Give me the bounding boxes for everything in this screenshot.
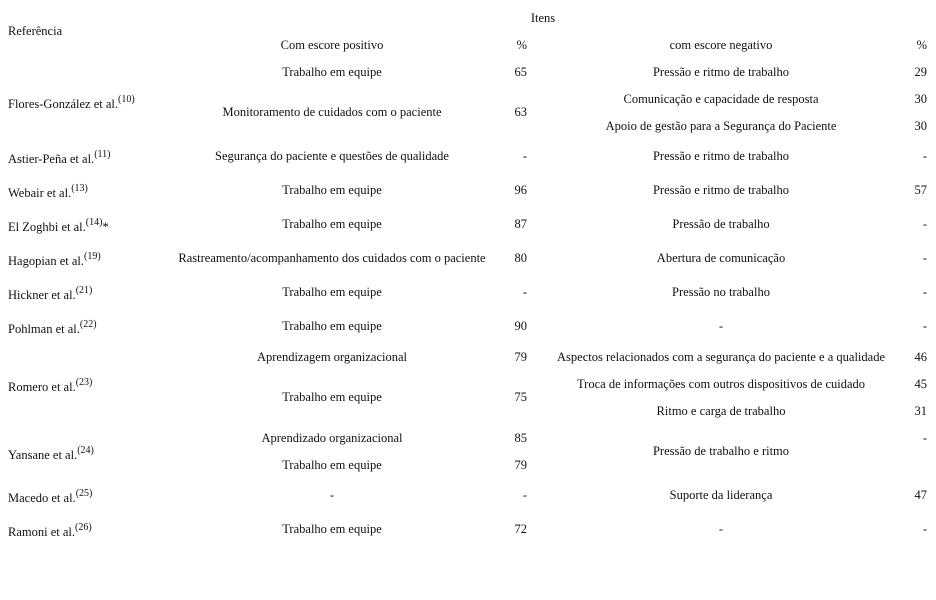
negative-item: Ritmo e carga de trabalho — [656, 404, 786, 418]
header-items: Itens — [530, 11, 556, 25]
negative-item: Comunicação e capacidade de resposta — [623, 92, 819, 106]
header-positive: Com escore positivo — [280, 38, 384, 52]
positive-item: Trabalho em equipe — [282, 522, 382, 536]
reference-cell: Ramoni et al.$^{(26)}$ — [8, 521, 92, 539]
positive-item: Rastreamento/acompanhamento dos cuidados com o paciente — [178, 251, 486, 265]
header-pct-negative: % — [916, 38, 927, 52]
negative-item: Pressão e ritmo de trabalho — [652, 65, 790, 79]
positive-pct: 96 — [514, 183, 527, 197]
positive-item: Aprendizagem organizacional — [256, 350, 408, 364]
positive-item: Trabalho em equipe — [282, 65, 382, 79]
positive-item: Aprendizado organizacional — [261, 431, 403, 445]
negative-pct: 30 — [914, 92, 927, 106]
positive-item: Trabalho em equipe — [282, 390, 382, 404]
negative-item: Pressão e ritmo de trabalho — [652, 149, 790, 163]
negative-item: Pressão de trabalho e ritmo — [652, 444, 790, 458]
positive-item: Trabalho em equipe — [282, 285, 382, 299]
positive-pct: 85 — [514, 431, 527, 445]
positive-pct: 87 — [514, 217, 527, 231]
negative-pct: 29 — [914, 65, 927, 79]
negative-item: Pressão de trabalho — [672, 217, 770, 231]
reference-cell: Romero et al.$^{(23)}$ — [8, 376, 93, 394]
reference-cell: Yansane et al.$^{(24)}$ — [8, 444, 94, 462]
positive-item: Segurança do paciente e questões de qualidade — [215, 149, 449, 163]
negative-pct: 45 — [914, 377, 927, 391]
positive-item: Trabalho em equipe — [282, 458, 382, 472]
positive-item: Trabalho em equipe — [282, 217, 382, 231]
header-pct-positive: % — [516, 38, 527, 52]
negative-item: Apoio de gestão para a Segurança do Paciente — [605, 119, 837, 133]
negative-pct: - — [922, 251, 927, 265]
positive-item: Trabalho em equipe — [282, 183, 382, 197]
positive-pct: 63 — [514, 105, 527, 119]
header-reference: Referência — [8, 24, 63, 38]
negative-pct: 30 — [914, 119, 927, 133]
reference-cell: Webair et al.$^{(13)}$ — [8, 182, 88, 200]
positive-pct: - — [522, 488, 527, 502]
header-negative: com escore negativo — [669, 38, 773, 52]
negative-pct: 47 — [914, 488, 927, 502]
positive-item: Trabalho em equipe — [282, 319, 382, 333]
reference-cell: Hagopian et al.$^{(19)}$ — [8, 250, 101, 268]
positive-item: - — [329, 488, 335, 502]
negative-item: Troca de informações com outros dispositivos de cuidado — [576, 377, 866, 391]
positive-pct: 65 — [514, 65, 527, 79]
negative-item: - — [718, 522, 724, 536]
negative-pct: 57 — [914, 183, 927, 197]
negative-item: Abertura de comunicação — [656, 251, 786, 265]
negative-pct: - — [922, 149, 927, 163]
reference-cell: Macedo et al.$^{(25)}$ — [8, 487, 93, 505]
positive-pct: 90 — [514, 319, 527, 333]
positive-pct: - — [522, 285, 527, 299]
positive-pct: 75 — [514, 390, 527, 404]
positive-item: Monitoramento de cuidados com o paciente — [222, 105, 442, 119]
negative-pct: - — [922, 217, 927, 231]
reference-cell: Pohlman et al.$^{(22)}$ — [8, 318, 97, 336]
reference-cell: Hickner et al.$^{(21)}$ — [8, 284, 93, 302]
reference-cell: Astier-Peña et al.$^{(11)}$ — [8, 148, 111, 166]
reference-cell: Flores-González et al.$^{(10)}$ — [8, 93, 135, 111]
positive-pct: 79 — [514, 350, 527, 364]
negative-pct: 46 — [914, 350, 927, 364]
negative-item: - — [718, 319, 724, 333]
negative-item: Aspectos relacionados com a segurança do paciente e a qualidade — [557, 350, 885, 364]
negative-pct: - — [922, 319, 927, 333]
positive-pct: 80 — [514, 251, 527, 265]
positive-pct: 72 — [514, 522, 527, 536]
negative-pct: - — [922, 522, 927, 536]
positive-pct: - — [522, 149, 527, 163]
negative-item: Pressão e ritmo de trabalho — [652, 183, 790, 197]
reference-cell: El Zoghbi et al.$^{(14)}$* — [8, 216, 109, 234]
negative-pct: - — [922, 285, 927, 299]
positive-pct: 79 — [514, 458, 527, 472]
negative-pct: - — [922, 431, 927, 445]
negative-item: Suporte da liderança — [669, 488, 773, 502]
negative-item: Pressão no trabalho — [672, 285, 770, 299]
negative-pct: 31 — [914, 404, 927, 418]
